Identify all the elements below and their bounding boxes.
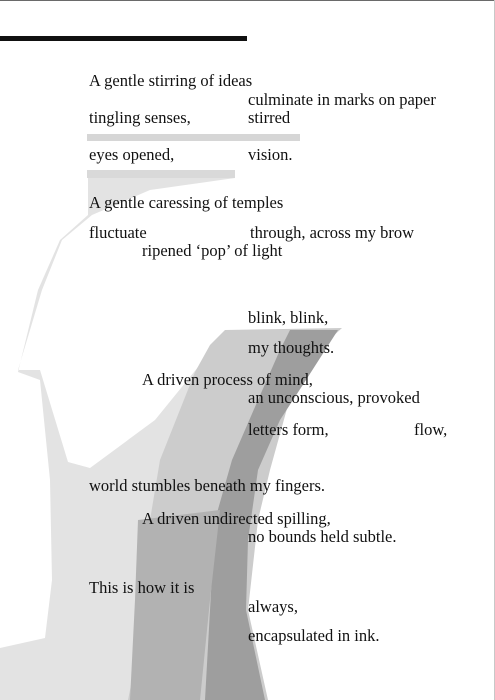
poem-line: blink, blink, — [248, 308, 329, 327]
poem-line: fluctuate — [89, 223, 147, 242]
poem-line: tingling senses, — [89, 108, 191, 127]
poem-line: vision. — [248, 145, 293, 164]
poem-line: This is how it is — [89, 578, 195, 597]
poem-line: A gentle stirring of ideas — [89, 71, 253, 90]
horizontal-bar-shape — [87, 134, 300, 141]
horizontal-bar-shape — [87, 170, 235, 178]
poem-line: my thoughts. — [248, 338, 335, 357]
poem-line: stirred — [248, 108, 291, 127]
poem-line: A driven undirected spilling, — [142, 509, 331, 528]
poem-line: an unconscious, provoked — [248, 388, 420, 407]
poem-line: encapsulated in ink. — [248, 626, 380, 645]
poem-line: letters form, — [248, 420, 329, 439]
poem-line: no bounds held subtle. — [248, 527, 397, 546]
poem-line: A driven process of mind, — [142, 370, 313, 389]
poem-line: world stumbles beneath my fingers. — [89, 476, 325, 495]
poem-line: A gentle caressing of temples — [89, 193, 284, 212]
poem-line: flow, — [414, 420, 448, 439]
poem-line: through, across my brow — [250, 223, 415, 242]
poem-line: always, — [248, 597, 298, 616]
poem-line: culminate in marks on paper — [248, 90, 436, 109]
poem-line: ripened ‘pop’ of light — [142, 241, 283, 260]
poem-line: eyes opened, — [89, 145, 175, 164]
